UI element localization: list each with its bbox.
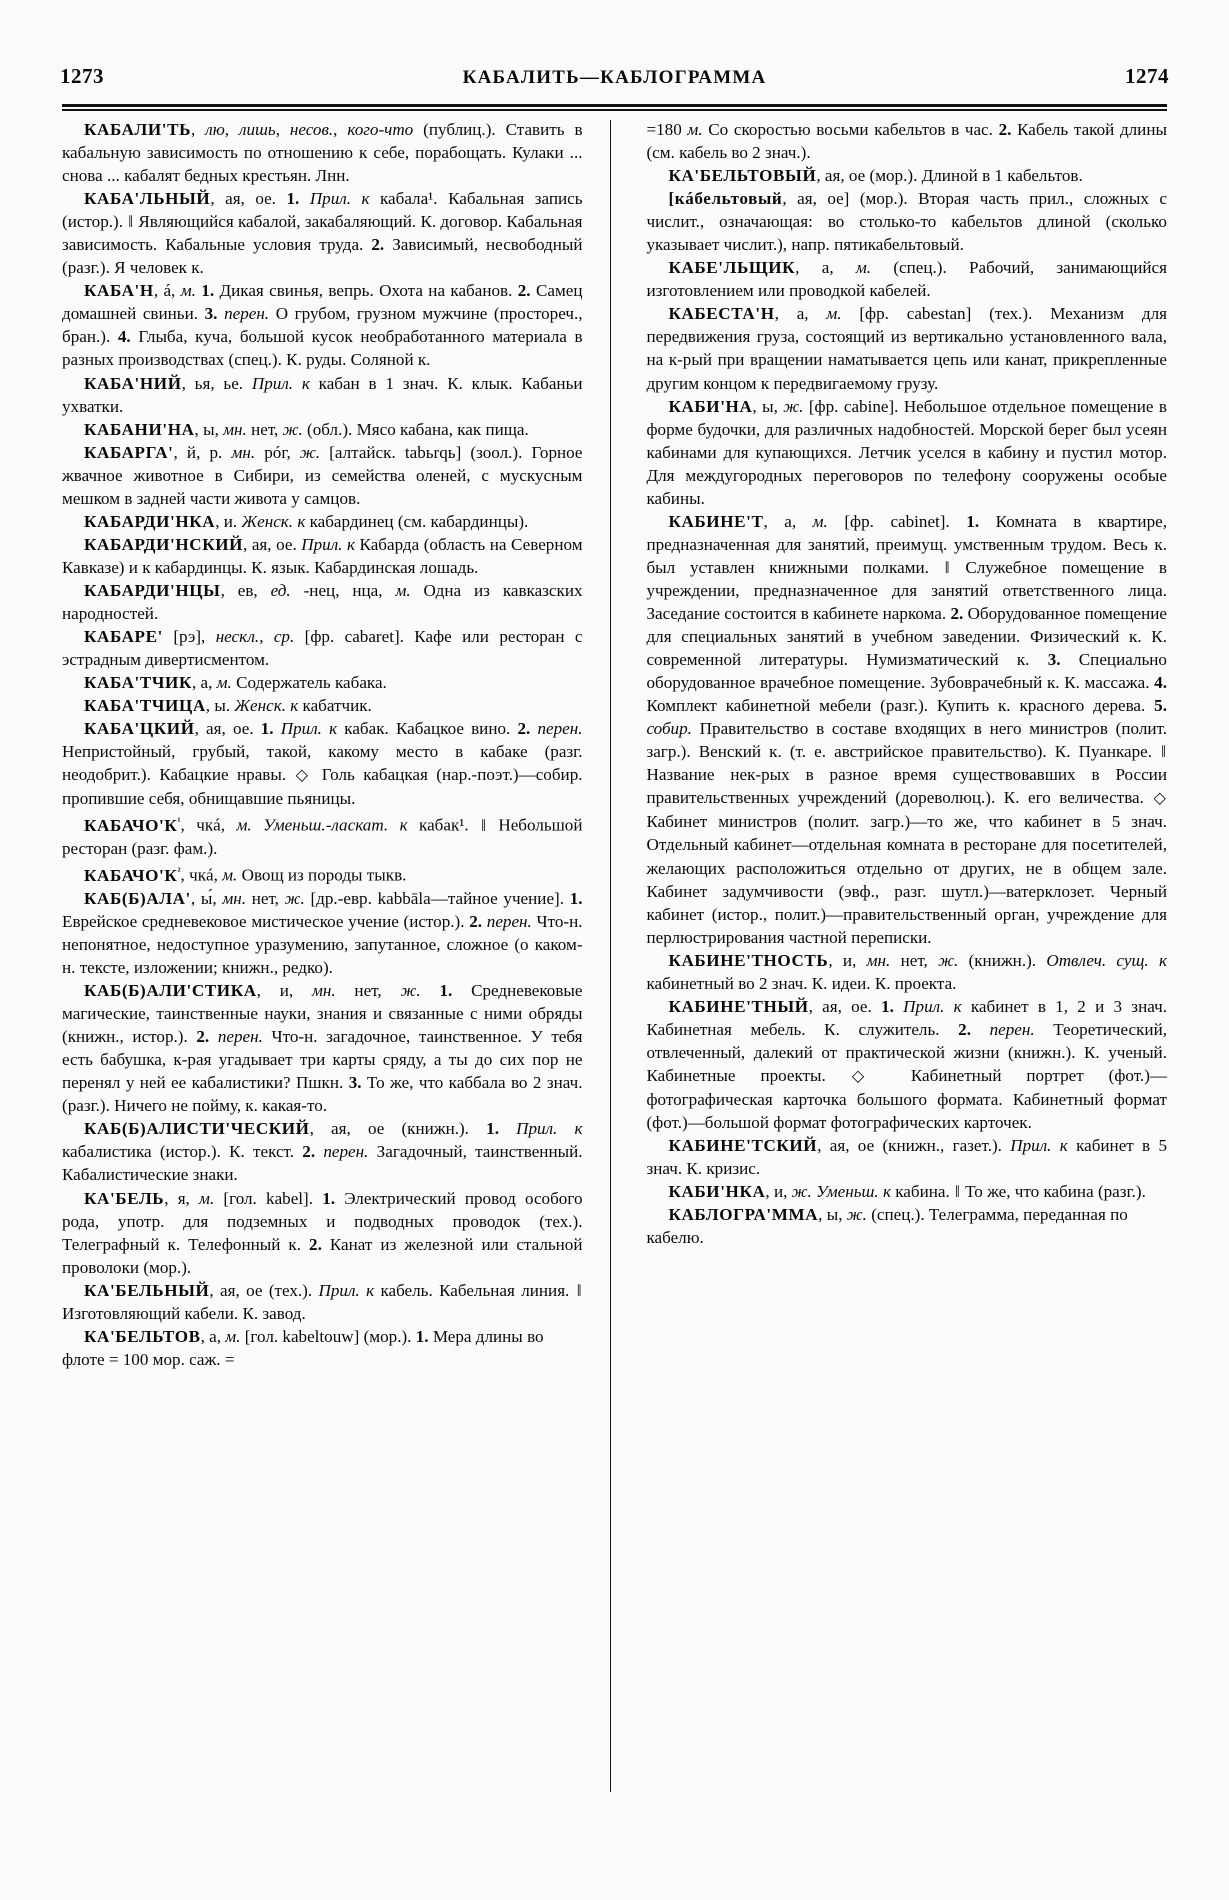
dictionary-entry: КАБАРДИ'НСКИЙ, ая, ое. Прил. к Кабарда (область на Северном Кавказе) и к кабардинцы. К. язык. Кабардинская лошадь. — [62, 534, 583, 577]
dictionary-entry: КА'БЕЛЬТОВЫЙ, ая, ое (мор.). Длиной в 1 кабельтов. — [668, 166, 1083, 186]
dictionary-entry: КАБАЛИ'ТЬ, лю, лишь, несов., кого-что (публиц.). Ставить в кабальную зависимость по отношению к себе, порабощать. Кулаки ... снова ... кабалят бедных крестьян. Лнн. — [62, 120, 583, 186]
dictionary-entry: КАБА'ЛЬНЫЙ, ая, ое. 1. Прил. к кабала¹. Кабальная запись (истор.). ‖ Являющийся кабалой, закабаляющий. К. договор. Кабальная зависимость. Кабальные условия труда. 2. Зависимый, несвободный (разг.). Я человек к. — [62, 189, 583, 278]
dictionary-entry: КАБЕ'ЛЬЩИК, а, м. (спец.). Рабочий, занимающийся изготовлением или проводкой кабелей. — [646, 258, 1167, 301]
dictionary-entry: КАБА'ТЧИК, а, м. Содержатель кабака. — [84, 673, 387, 693]
dictionary-entry: КАБИНЕ'Т, а, м. [фр. cabinet]. 1. Комната в квартире, предназначенная для занятий, преимущ. умственным трудом. Весь к. был уставлен книжными полками. ‖ Служебное помещение в учреждении, предназначенное для занятий ответственного лица. Заседание состоится в кабинете наркома. 2. Оборудованное помещение для специальных занятий в учебном заведении. Физический к. К. современной литературы. Нумизматический к. 3. Специально оборудованное врачебное помещение. Зубоврачебный к. К. массажа. 4. Комплект кабинетной мебели (разг.). Купить к. красного дерева. 5. собир. Правительство в составе входящих в него министров (полит. загр.). Венский к. (т. е. австрийское правительство). К. Пуанкаре. ‖ Название нек-рых в разное время существовавших в России правительственных учреждений (дореволюц.). К. его величества. ◇ Кабинет министров (полит. загр.)—то же, что кабинет в 5 знач. Отдельный кабинет—отдельная комната в ресторане для посетителей, желающих расположиться отдельно от других, не в общем зале. Кабинет задумчивости (эвф., разг. шутл.)—ватерклозет. Черный кабинет (истор., полит.)—правительственный орган, учреждение для перлюстрирования частной переписки. — [646, 511, 1167, 947]
dictionary-entry: [кáбельтовый, ая, ое] (мор.). Вторая часть прил., сложных с числит., означающая: во столько-то кабельтов длиной (сколько указывает числит.), напр. пятикабельтовый. — [646, 189, 1167, 255]
dictionary-entry: =180 м. Со скоростью восьми кабельтов в час. 2. Кабель такой длины (см. кабель во 2 знач.). — [646, 120, 1167, 163]
dictionary-entry: КАБЛОГРА'ММА, ы, ж. (спец.). Телеграмма, переданная по кабелю. — [646, 1205, 1128, 1248]
column-container — [62, 118, 1167, 1818]
dictionary-entry: КАБАРДИ'НКА, и. Женск. к кабардинец (см. кабардинцы). — [84, 511, 529, 531]
dictionary-entry: $КАБАЧО'К^{^2}$, чкá, м. Овощ из породы тыкв. — [84, 865, 407, 885]
running-head — [60, 64, 1169, 92]
dictionary-entry: КАБА'ТЧИЦА, ы. Женск. к кабатчик. — [84, 696, 372, 716]
dictionary-entry: КАБ(Б)АЛА', ы́, мн. нет, ж. [др.-евр. kabbāla—тайное учение]. 1. Еврейское средневековое мистическое учение (истор.). 2. перен. Что-н. непонятное, недоступное уразумению, запутанное, сложное (о каком-н. тексте, изложении; книжн., редко). — [62, 888, 583, 978]
dictionary-entry: КА'БЕЛЬ, я, м. [гол. kabel]. 1. Электрический провод особого рода, употр. для подземных и подводных проводок (тех.). Телеграфный к. Телефонный к. 2. Канат из железной или стальной проволоки (мор.). — [62, 1188, 583, 1277]
dictionary-entry: $КАБАЧО'К^{^1}$, чкá, м. Уменьш.-ласкат. к кабак¹. ‖ Небольшой ресторан (разг. фам.). — [62, 816, 583, 859]
dictionary-entry: КАБ(Б)АЛИ'СТИКА, и, мн. нет, ж. 1. Средневековые магические, таинственные науки, знания и связанные с ними обряды (книжн., истор.). 2. перен. Что-н. загадочное, таинственное. У тебя есть бабушка, к-рая угадывает три карты сряду, а ты до сих пор не перенял у ней ее кабалистики? Пшкн. 3. То же, что каббала во 2 знач. (разг.). Ничего не пойму, к. какая-то. — [62, 981, 583, 1116]
column-right — [622, 118, 1167, 1818]
dictionary-entry: КАБИ'НА, ы, ж. [фр. cabine]. Небольшое отдельное помещение в форме будочки, для различных надобностей. Морской берег был усеян кабинами для купающихся. Летчик уселся в кабину и пустил мотор. Для междугородных переговоров по телефону сооружены особые кабины. — [646, 396, 1167, 508]
dictionary-entry: КА'БЕЛЬНЫЙ, ая, ое (тех.). Прил. к кабель. Кабельная линия. ‖ Изготовляющий кабели. К. завод. — [62, 1280, 581, 1323]
dictionary-entry: КАБАРДИ'НЦЫ, ев, ед. -нец, нца, м. Одна из кавказских народностей. — [62, 580, 583, 623]
dictionary-entry: КАБИНЕ'ТНЫЙ, ая, ое. 1. Прил. к кабинет в 1, 2 и 3 знач. Кабинетная мебель. К. служитель. 2. перен. Теоретический, отвлеченный, далекий от практической жизни (книжн.). К. ученый. Кабинетные проекты. ◇ Кабинетный портрет (фот.)—фотографическая карточка большого формата. Кабинетный формат (фот.)—большой формат фотографических карточек. — [646, 996, 1167, 1133]
entry-list-right — [646, 118, 1167, 1249]
column-left — [62, 118, 599, 1818]
running-head-title: КАБАЛИТЬ—КАБЛОГРАММА — [462, 67, 767, 88]
dictionary-entry: КАБА'НИЙ, ья, ье. Прил. к кабан в 1 знач. К. клык. Кабаньи ухватки. — [62, 373, 583, 416]
dictionary-entry: КАБИ'НКА, и, ж. Уменьш. к кабина. ‖ То же, что кабина (разг.). — [668, 1182, 1146, 1202]
dictionary-entry: КАБЕСТА'Н, а, м. [фр. cabestan] (тех.). Механизм для передвижения груза, состоящий из вертикально установленного вала, на к-рый при вращении наматывается цепь или канат, прикрепленные другим концом к передвигаемому грузу. — [646, 304, 1167, 393]
dictionary-entry: КАБАНИ'НА, ы, мн. нет, ж. (обл.). Мясо кабана, как пища. — [84, 419, 529, 439]
dictionary-entry: КАБАРЕ' [рэ], нескл., ср. [фр. cabaret]. Кафе или ресторан с эстрадным дивертисментом. — [62, 627, 583, 670]
dictionary-entry: КАБ(Б)АЛИСТИ'ЧЕСКИЙ, ая, ое (книжн.). 1. Прил. к кабалистика (истор.). К. текст. 2. перен. Загадочный, таинственный. Кабалистические знаки. — [62, 1119, 583, 1185]
dictionary-entry: КАБА'ЦКИЙ, ая, ое. 1. Прил. к кабак. Кабацкое вино. 2. перен. Непристойный, грубый, такой, какому место в кабаке (разг. неодобрит.). Кабацкие нравы. ◇ Голь кабацкая (нар.-поэт.)—собир. пропившие себя, обнищавшие пьяницы. — [62, 719, 583, 809]
folio-right: 1274 — [1125, 64, 1169, 88]
dictionary-entry: КАБИНЕ'ТНОСТЬ, и, мн. нет, ж. (книжн.). Отвлеч. сущ. к кабинетный во 2 знач. К. идеи. К. проекта. — [646, 950, 1167, 993]
rule-thin — [62, 109, 1167, 111]
entry-list-left — [62, 118, 583, 1371]
dictionary-entry: КАБИНЕ'ТСКИЙ, ая, ое (книжн., газет.). Прил. к кабинет в 5 знач. К. кризис. — [646, 1136, 1167, 1179]
dictionary-entry: КАБА'Н, á, м. 1. Дикая свинья, вепрь. Охота на кабанов. 2. Самец домашней свиньи. 3. перен. О грубом, грузном мужчине (простореч., бран.). 4. Глыба, куча, большой кусок необработанного материала в разных производствах (спец.). К. руды. Соляной к. — [62, 281, 583, 370]
column-divider — [610, 120, 612, 1792]
folio-left: 1273 — [60, 64, 104, 88]
dictionary-entry: КА'БЕЛЬТОВ, а, м. [гол. kabeltouw] (мор.). 1. Мера длины во флоте = 100 мор. саж. = — [62, 1326, 544, 1369]
dictionary-entry: КАБАРГА', й, р. мн. рóг, ж. [алтайск. tabьrqь] (зоол.). Горное жвачное животное в Сибири, из семейства оленей, с мускусным мешком в задней части живота у самцов. — [62, 442, 583, 508]
header-rule — [62, 104, 1167, 111]
